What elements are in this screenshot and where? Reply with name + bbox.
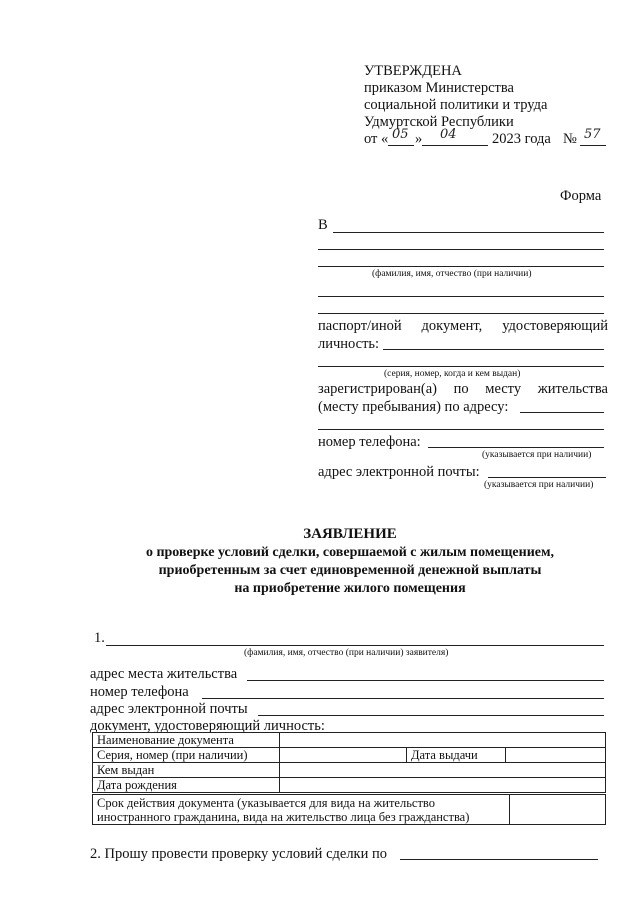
applicant-fio-field[interactable]	[106, 645, 604, 646]
statement-subtitle-3: на приобретение жилого помещения	[234, 581, 466, 596]
passport-label-2: личность:	[318, 336, 380, 352]
passport-hint: (серия, номер, когда и кем выдан)	[384, 369, 521, 379]
passport-field-line-2[interactable]	[318, 366, 604, 367]
approval-line-2: социальной политики и труда	[364, 97, 548, 113]
validity-label-line-1: Срок действия документа (указывается для вида на жительство	[97, 795, 436, 810]
fio-hint: (фамилия, имя, отчество (при наличии)	[372, 269, 532, 279]
validity-table	[92, 794, 606, 825]
statement-subtitle-2: приобретенным за счет единовременной денежной выплаты	[158, 563, 542, 578]
issue-date-label: Дата выдачи	[407, 748, 506, 763]
issue-date-cell[interactable]	[506, 748, 606, 763]
table-row	[93, 778, 606, 793]
to-field-line-3[interactable]	[318, 266, 604, 267]
identity-document-table	[92, 732, 606, 793]
phone-hint: (указывается при наличии)	[482, 450, 592, 460]
doc-name-cell[interactable]	[280, 733, 606, 748]
applicant-phone-label: номер телефона	[90, 684, 189, 700]
to-label: В	[318, 217, 328, 233]
address-label-1: зарегистрирован(а) по месту жительства	[318, 381, 608, 397]
approval-number-sign: №	[563, 131, 577, 147]
passport-field[interactable]	[383, 349, 604, 350]
email-field[interactable]	[488, 477, 606, 478]
applicant-email-field[interactable]	[258, 715, 604, 716]
email-label: адрес электронной почты:	[318, 464, 480, 480]
address-field[interactable]	[520, 412, 604, 413]
approval-day: 05	[392, 127, 409, 142]
fio-line-4[interactable]	[318, 296, 604, 297]
table-row	[93, 763, 606, 778]
passport-label-1: паспорт/иной документ, удостоверяющий	[318, 318, 608, 334]
fio-line-5[interactable]	[318, 313, 604, 314]
address-field-line-2[interactable]	[318, 429, 604, 430]
validity-cell[interactable]	[510, 795, 606, 825]
series-number-label: Серия, номер (при наличии)	[93, 748, 280, 763]
statement-title: ЗАЯВЛЕНИЕ	[303, 526, 397, 542]
applicant-phone-field[interactable]	[202, 698, 604, 699]
section1-number: 1.	[94, 630, 105, 646]
approval-line-1: приказом Министерства	[364, 80, 514, 96]
month-underline	[422, 145, 488, 146]
approval-date-prefix: от «	[364, 131, 389, 147]
phone-field[interactable]	[428, 447, 604, 448]
birth-date-label: Дата рождения	[93, 778, 280, 793]
section2-text: 2. Прошу провести проверку условий сделки по	[90, 846, 387, 862]
statement-subtitle-1: о проверке условий сделки, совершаемой с жилым помещением,	[145, 545, 555, 560]
form-label: Форма	[560, 188, 602, 204]
residence-address-label: адрес места жительства	[90, 666, 238, 682]
section2-field[interactable]	[400, 859, 598, 860]
issued-by-cell[interactable]	[280, 763, 606, 778]
table-row	[93, 748, 606, 763]
table-row	[93, 795, 606, 825]
to-field[interactable]	[333, 232, 604, 233]
applicant-email-label: адрес электронной почты	[90, 701, 248, 717]
validity-label	[93, 795, 510, 825]
birth-date-cell[interactable]	[280, 778, 606, 793]
approval-month-sep: »	[415, 131, 423, 147]
day-underline	[388, 145, 414, 146]
approval-line-3: Удмуртской Республики	[364, 114, 514, 130]
residence-address-field[interactable]	[247, 680, 604, 681]
series-number-cell[interactable]	[280, 748, 407, 763]
approval-number: 57	[584, 127, 601, 142]
table-row	[93, 733, 606, 748]
doc-name-label: Наименование документа	[93, 733, 280, 748]
phone-label: номер телефона:	[318, 434, 421, 450]
issued-by-label: Кем выдан	[93, 763, 280, 778]
to-field-line-2[interactable]	[318, 249, 604, 250]
validity-label-line-2: иностранного гражданина, вида на жительство лица без гражданства)	[97, 809, 470, 824]
approval-year: 2023 года	[492, 131, 551, 147]
email-hint: (указывается при наличии)	[484, 480, 594, 490]
applicant-fio-hint: (фамилия, имя, отчество (при наличии) заявителя)	[244, 648, 449, 658]
address-label-2: (месту пребывания) по адресу:	[318, 399, 509, 415]
document-label: документ, удостоверяющий личность:	[90, 718, 325, 734]
number-underline	[580, 145, 606, 146]
approval-month: 04	[440, 127, 457, 142]
approval-title: УТВЕРЖДЕНА	[364, 63, 462, 79]
